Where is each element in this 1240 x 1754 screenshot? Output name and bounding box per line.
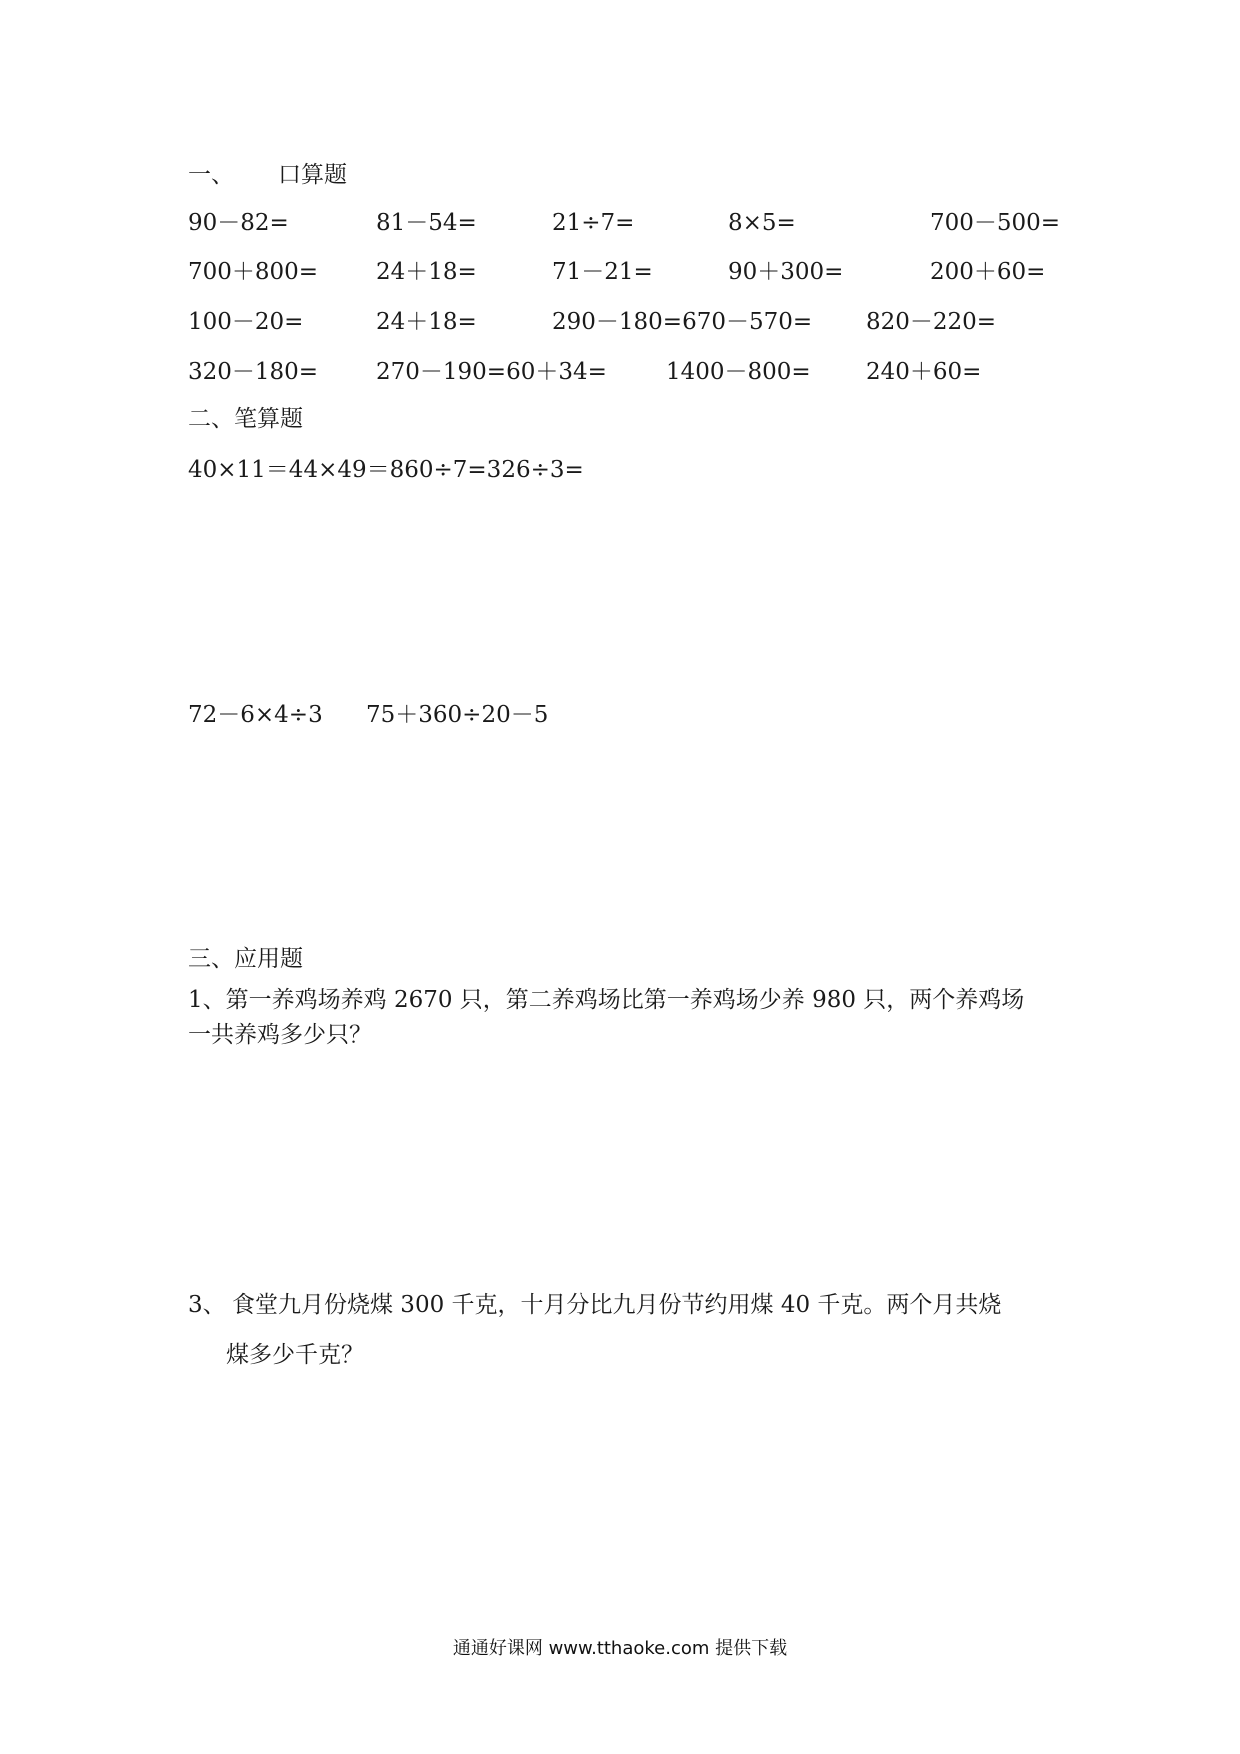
oral-calc-item: 71－21=	[552, 259, 653, 285]
problem3-number: 3、	[188, 1292, 226, 1318]
problem3-line1: 食堂九月份烧煤 300 千克，十月分比九月份节约用煤 40 千克。两个月共烧	[232, 1292, 1002, 1318]
section1-title: 口算题	[278, 162, 347, 188]
oral-calc-item: 240＋60=	[866, 359, 982, 385]
problem3-line2: 煤多少千克？	[226, 1342, 364, 1368]
written-calc-line2a: 72－6×4÷3	[188, 702, 323, 728]
oral-calc-item: 8×5=	[728, 210, 796, 236]
oral-calc-item: 820－220=	[866, 309, 997, 335]
oral-calc-item: 24＋18=	[376, 309, 477, 335]
oral-calc-item: 24＋18=	[376, 259, 477, 285]
oral-calc-item: 81－54=	[376, 210, 477, 236]
oral-calc-item: 320－180=	[188, 359, 319, 385]
problem1-line1: 1、第一养鸡场养鸡 2670 只，第二养鸡场比第一养鸡场少养 980 只，两个养鸡场	[188, 987, 1025, 1013]
oral-calc-item: 270－190=60＋34=	[376, 359, 607, 385]
written-calc-line1: 40×11＝44×49＝860÷7=326÷3=	[188, 457, 584, 483]
oral-calc-item: 21÷7=	[552, 210, 635, 236]
oral-calc-item: 100－20=	[188, 309, 304, 335]
section1-heading	[188, 160, 347, 190]
oral-calc-item: 290－180=670－570=	[552, 309, 813, 335]
oral-calc-item: 90＋300=	[728, 259, 844, 285]
section3-title: 三、应用题	[188, 946, 303, 972]
written-calc-line2b: 75＋360÷20－5	[366, 702, 549, 728]
oral-calc-item: 200＋60=	[930, 259, 1046, 285]
oral-calc-item: 700＋800=	[188, 259, 319, 285]
problem1-line2: 一共养鸡多少只？	[188, 1022, 372, 1048]
section1-number: 一、	[188, 162, 234, 188]
page-footer: 通通好课网 www.tthaoke.com 提供下载	[452, 1638, 788, 1659]
oral-calc-item: 90－82=	[188, 210, 289, 236]
section2-title: 二、笔算题	[188, 406, 303, 432]
oral-calc-item: 1400－800=	[666, 359, 811, 385]
oral-calc-item: 700－500=	[930, 210, 1061, 236]
